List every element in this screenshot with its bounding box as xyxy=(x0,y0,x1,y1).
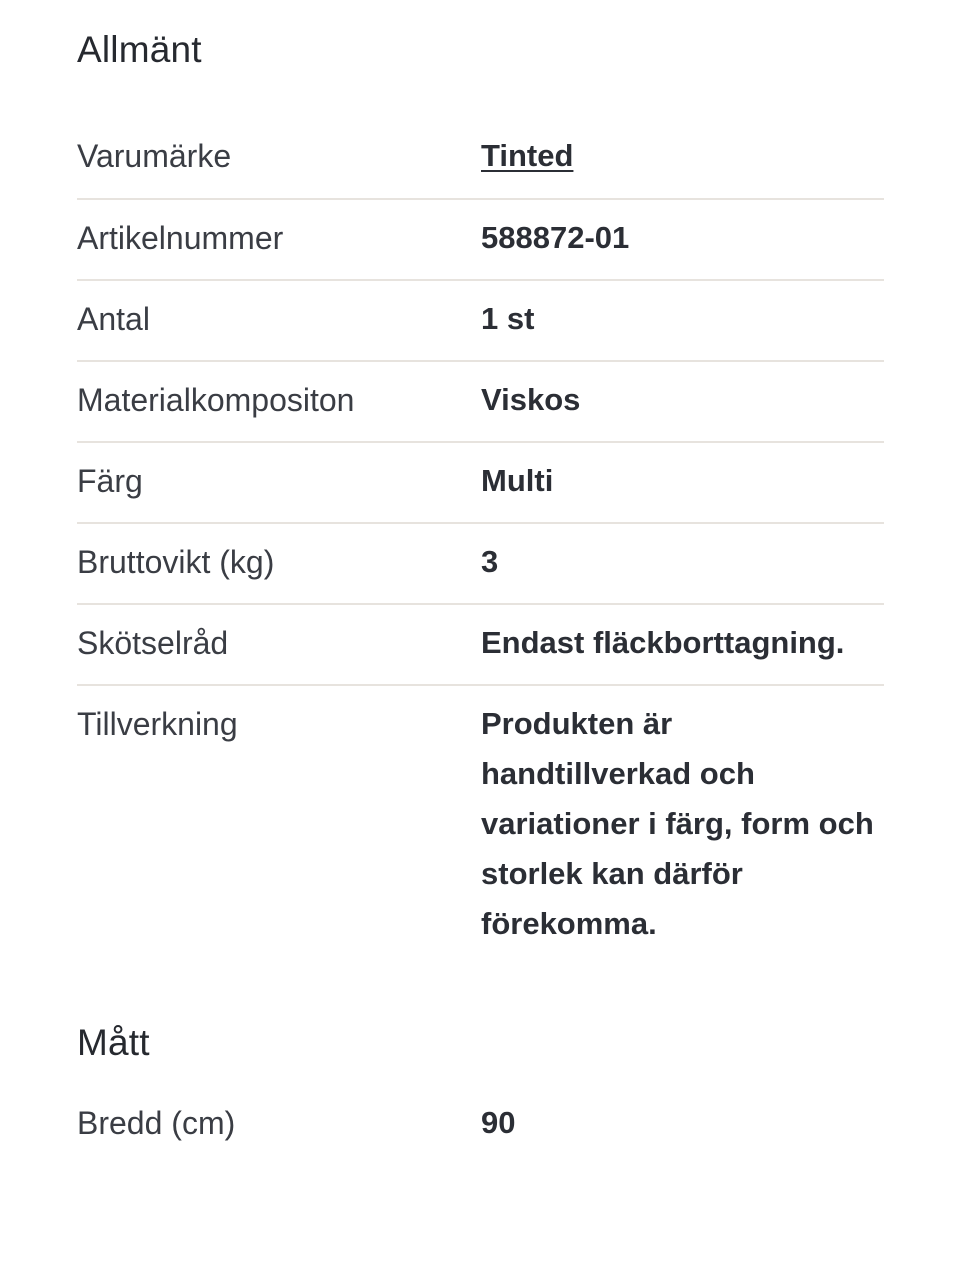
spec-label: Bredd (cm) xyxy=(77,1105,236,1141)
spec-label: Antal xyxy=(77,301,150,337)
spec-row-care xyxy=(77,605,884,686)
spec-label: Tillverkning xyxy=(77,706,238,742)
spec-row-brand xyxy=(77,102,884,200)
spec-label: Skötselråd xyxy=(77,625,229,661)
spec-row-gross-weight xyxy=(77,524,884,605)
spec-row-color xyxy=(77,443,884,524)
spec-row-material xyxy=(77,362,884,443)
spec-value: 3 xyxy=(481,544,499,579)
spec-value: 90 xyxy=(481,1105,516,1140)
spec-label: Varumärke xyxy=(77,138,232,174)
spec-label: Artikelnummer xyxy=(77,220,284,256)
spec-label: Materialkompositon xyxy=(77,382,355,418)
spec-label: Färg xyxy=(77,463,143,499)
section-title-general: Allmänt xyxy=(77,29,202,70)
spec-label: Bruttovikt (kg) xyxy=(77,544,275,580)
section-title-dimensions: Mått xyxy=(77,1022,150,1063)
spec-row-article-number xyxy=(77,200,884,281)
brand-link[interactable]: Tinted xyxy=(481,138,574,173)
spec-row-quantity xyxy=(77,281,884,362)
dimensions-spec-table xyxy=(77,1069,884,1167)
spec-value: Endast fläckborttagning. xyxy=(481,625,845,660)
spec-value: Multi xyxy=(481,463,554,498)
general-spec-table xyxy=(77,102,884,949)
spec-value: Produkten är handtillverkad och variationer i färg, form och storlek kan därför förekomma. xyxy=(481,706,874,941)
spec-row-width xyxy=(77,1069,884,1167)
spec-value: 588872-01 xyxy=(481,220,630,255)
spec-value: 1 st xyxy=(481,301,535,336)
spec-value xyxy=(481,102,884,181)
spec-value: Viskos xyxy=(481,382,581,417)
spec-row-manufacturing xyxy=(77,686,884,949)
